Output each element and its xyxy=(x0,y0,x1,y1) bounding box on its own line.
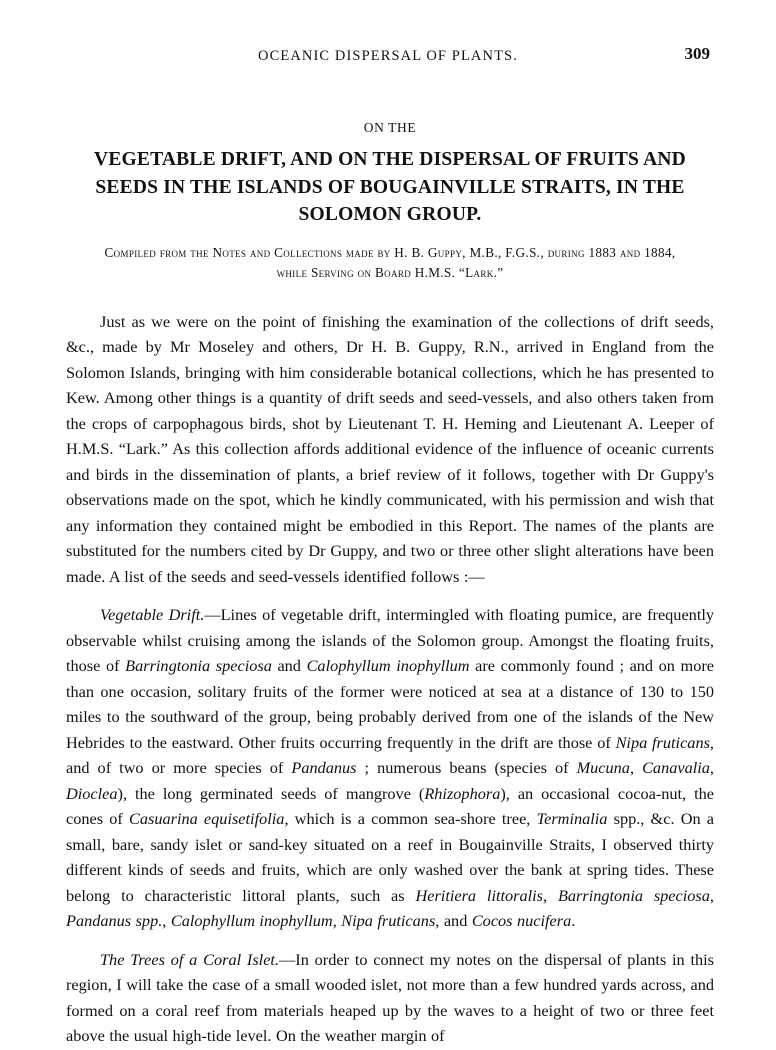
article-kicker: ON THE xyxy=(363,120,417,135)
lead-in-vegetable-drift: Vegetable Drift. xyxy=(100,605,205,625)
paragraph-trees-coral-islet-text: —In order to connect my notes on the dispersal of plants in this region, I will take the case of a small wooded islet, not more than a few hundred yards across, and formed on a coral reef from materials heaped up by the waves to a height of two or three feet above the usual high-tide level. On the weather margin of xyxy=(66,949,714,1046)
paragraph-intro: Just as we were on the point of finishing the examination of the collections of drift seeds, &c., made by Mr Moseley and others, Dr H. B. Guppy, R.N., arrived in England from the Solomon Islands, bringing with him considerable botanical collections, which he has presented to Kew. Among other things is a quantity of drift seeds and seed-vessels, and also others taken from the crops of carpophagous birds, shot by Lieutenant T. H. Heming and Lieutenant A. Leeper of H.M.S. “Lark.” As this collection affords additional evidence of the influence of oceanic currents and birds in the dissemination of plants, a brief review of it follows, together with Dr Guppy's observations made on the spot, which he kindly communicated, with his permission and wish that any information they contained might be embodied in this Report. The names of the plants are substituted for the numbers cited by Dr Guppy, and two or three other slight alterations have been made. A list of the seeds and seed-vessels identified follows :— xyxy=(66,311,714,586)
page-number: 309 xyxy=(684,44,710,63)
article-title: VEGETABLE DRIFT, AND ON THE DISPERSAL OF FRUITS AND SEEDS IN THE ISLANDS OF BOUGAINVILLE STRAITS, IN THE SOLOMON GROUP. xyxy=(94,149,686,226)
paragraph-vegetable-drift xyxy=(66,602,714,934)
byline-line-1: Compiled from the Notes and Collections made by H. B. Guppy, M.B., F.G.S., during 1883 and 1884, xyxy=(104,245,676,261)
byline-line-2: while Serving on Board H.M.S. “Lark.” xyxy=(276,264,504,280)
lead-in-trees-coral-islet: The Trees of a Coral Islet. xyxy=(100,949,280,969)
paragraph-trees-coral-islet xyxy=(66,947,714,1049)
running-head: OCEANIC DISPERSAL OF PLANTS. xyxy=(258,48,518,64)
article-byline xyxy=(76,243,704,283)
article-content xyxy=(66,120,714,1049)
paragraph-vegetable-drift-text: —Lines of vegetable drift, intermingled with floating pumice, are frequently observable whilst cruising among the islands of the Solomon group. Amongst the floating fruits, those of Barringtonia speciosa and Calophyllum inophyllum are commonly found ; and on more than one occasion, solitary fruits of the former were noticed at sea at a distance of 130 to 150 miles to the southward of the group, being probably derived from one of the islands of the New Hebrides to the eastward. Other fruits occurring frequently in the drift are those of Nipa fruticans, and of two or more species of Pandanus ; numerous beans (species of Mucuna, Canavalia, Dioclea), the long germinated seeds of mangrove (Rhizophora), an occasional cocoa-nut, the cones of Casuarina equisetifolia, which is a common sea-shore tree, Terminalia spp., &c. On a small, bare, sandy islet or sand-key situated on a reef in Bougainville Straits, I observed thirty different kinds of seeds and fruits, which are only washed over the bank at spring tides. These belong to characteristic littoral plants, such as Heritiera littoralis, Barringtonia speciosa, Pandanus spp., Calophyllum inophyllum, Nipa fruticans, and Cocos nucifera. xyxy=(66,605,715,931)
